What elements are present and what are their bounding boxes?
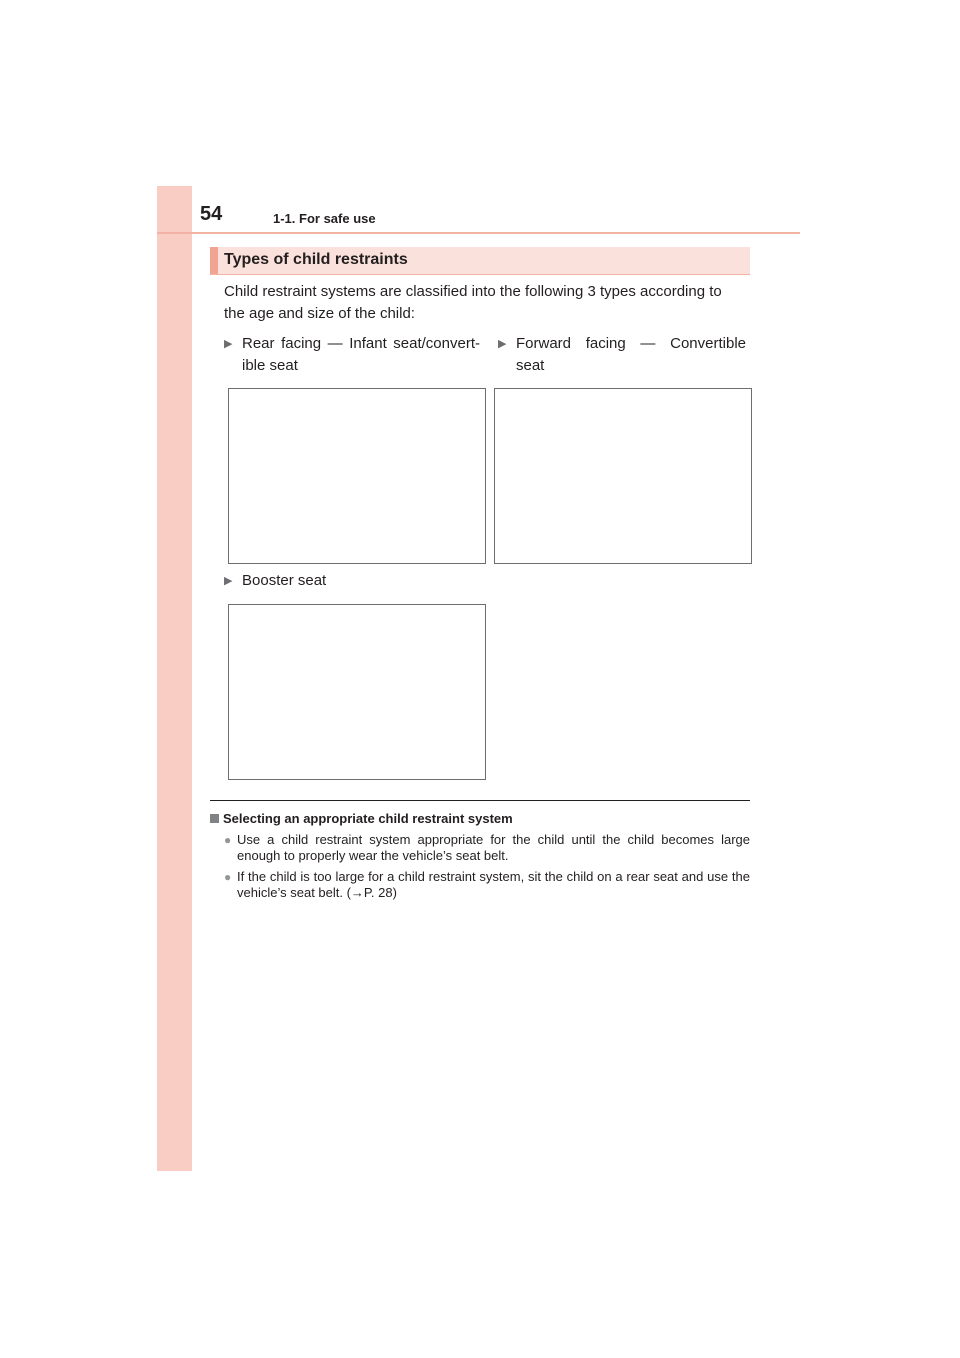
circle-bullet-icon: ● [224, 870, 232, 884]
section-title: Types of child restraints [224, 251, 408, 268]
intro-paragraph: Child restraint systems are classified into the following 3 types according to the age and size of the child: [224, 283, 722, 322]
circle-bullet-icon: ● [224, 833, 232, 847]
triangle-marker-icon: ▶ [224, 338, 233, 350]
caption-rear-facing [224, 333, 480, 377]
notes-heading [210, 811, 513, 826]
illustration-forward-facing-seat [494, 388, 752, 564]
note-item-text: If the child is too large for a child restraint system, sit the child on a rear seat and use the vehicle’s seat belt. (→P. 28) [237, 869, 750, 900]
caption-forward-facing [498, 333, 746, 377]
triangle-marker-icon: ▶ [498, 338, 507, 350]
caption-forward-facing-line2: seat [516, 357, 545, 374]
caption-rear-facing-line2: ible seat [242, 357, 298, 374]
caption-booster-seat-text: Booster seat [242, 572, 327, 589]
illustration-booster-seat [228, 604, 486, 780]
illustration-rear-facing-seat [228, 388, 486, 564]
section-heading-bar [210, 247, 750, 275]
chapter-title: 1-1. For safe use [273, 211, 376, 226]
caption-booster-seat [224, 570, 480, 592]
note-item [224, 869, 750, 901]
triangle-marker-icon: ▶ [224, 575, 233, 587]
header-rule [157, 232, 800, 234]
note-item-text: Use a child restraint system appropriate for the child until the child becomes large enough to properly wear the vehicle’s seat belt. [237, 832, 750, 863]
notes-divider [210, 800, 750, 801]
caption-rear-facing-line1: Rear facing — Infant seat/convert- [242, 335, 480, 352]
square-bullet-icon [210, 814, 219, 823]
page-number: 54 [200, 203, 223, 225]
notes-heading-text: Selecting an appropriate child restraint system [223, 811, 513, 826]
note-item [224, 832, 750, 864]
side-tab-band [157, 186, 192, 1171]
caption-forward-facing-line1: Forward facing — Convertible [516, 335, 746, 352]
section-accent [210, 247, 218, 274]
